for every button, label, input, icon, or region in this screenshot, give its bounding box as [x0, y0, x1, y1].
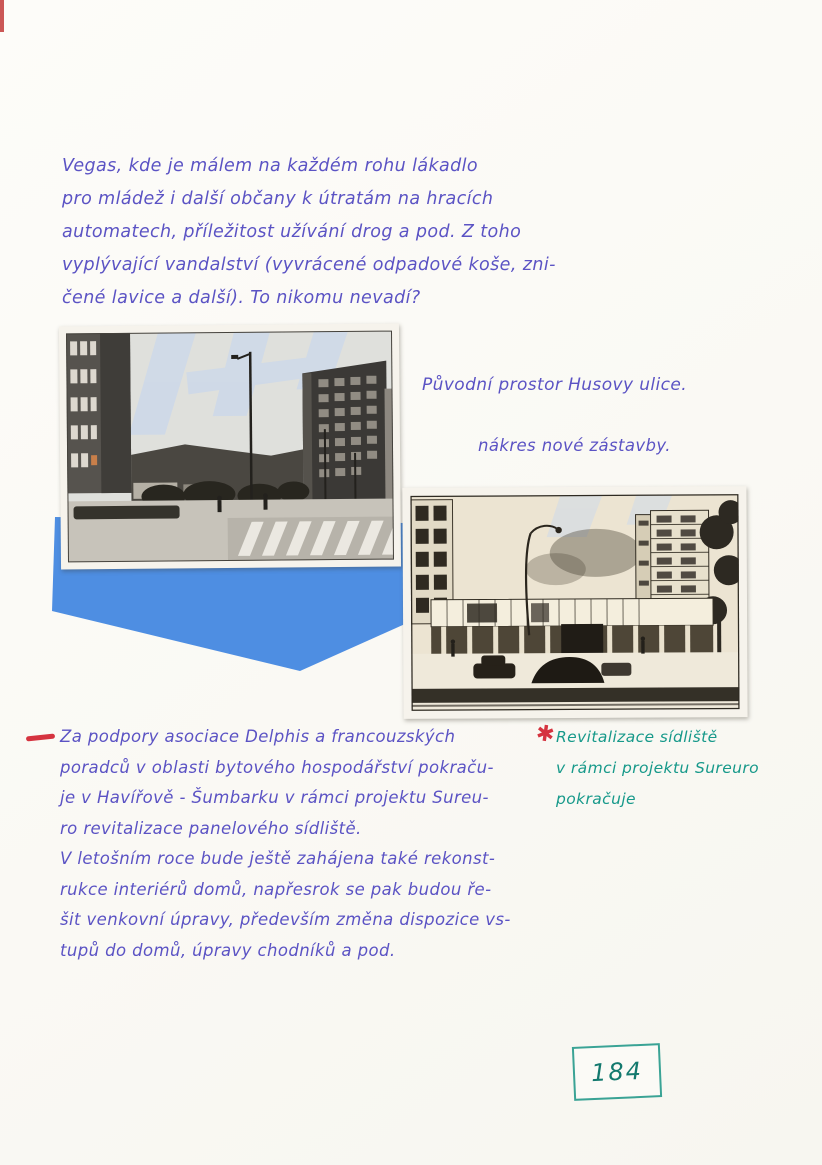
paragraph-line: rukce interiérů domů, napřesrok se pak budou ře-	[60, 879, 492, 899]
paragraph-line: čené lavice a další). To nikomu nevadí?	[62, 288, 421, 308]
photo-caption-sketch: nákres nové zástavby.	[478, 436, 671, 455]
side-note-line: Revitalizace sídliště	[556, 728, 718, 746]
photo-new-development-sketch	[402, 486, 747, 719]
page-number: 184	[590, 1056, 644, 1088]
handwritten-paragraph-top	[62, 150, 556, 315]
red-asterisk-icon: ✱	[534, 720, 557, 749]
side-note-line: v rámci projektu Sureuro	[556, 759, 760, 777]
paragraph-line: tupů do domů, úpravy chodníků a pod.	[60, 940, 396, 960]
paragraph-line: je v Havířově - Šumbarku v rámci projektu Sureu-	[60, 788, 489, 807]
photo-caption-original: Původní prostor Husovy ulice.	[422, 375, 688, 395]
page-number-stamp	[572, 1043, 662, 1101]
paragraph-line: poradců v oblasti bytového hospodářství pokraču-	[60, 757, 494, 777]
street-photo-illustration	[66, 331, 394, 563]
paragraph-line: automatech, příležitost užívání drog a pod. Z toho	[62, 222, 522, 242]
photo-husova-street	[59, 324, 401, 570]
paragraph-line: ro revitalizace panelového sídliště.	[60, 818, 362, 838]
paragraph-line: vyplývající vandalství (vyvrácené odpadové koše, zni-	[62, 255, 556, 275]
side-note-line: pokračuje	[556, 790, 636, 808]
paragraph-line: pro mládež i další občany k útratám na hracích	[62, 189, 494, 209]
paragraph-line: Vegas, kde je málem na každém rohu lákadlo	[62, 156, 479, 176]
paragraph-line: Za podpory asociace Delphis a francouzských	[60, 727, 456, 746]
paragraph-line: V letošním roce bude ještě zahájena také rekonst-	[60, 849, 496, 868]
scan-edge-artifact	[0, 0, 4, 32]
red-dash-marker	[26, 733, 55, 741]
sketch-illustration	[410, 494, 739, 711]
side-note-green	[556, 722, 786, 815]
paragraph-line: šit venkovní úpravy, především změna dispozice vs-	[60, 910, 511, 929]
handwritten-paragraph-bottom	[60, 722, 560, 966]
